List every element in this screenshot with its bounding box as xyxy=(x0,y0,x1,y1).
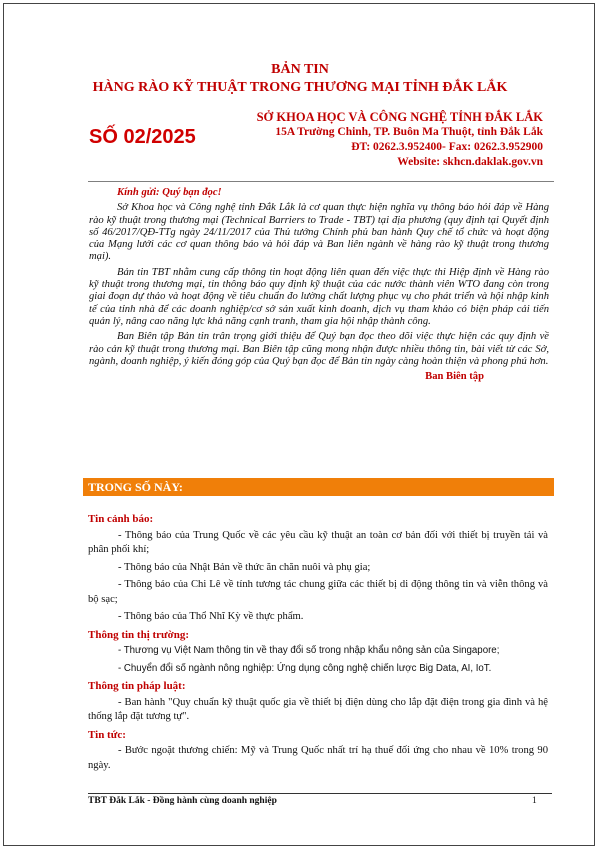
org-address: 15A Trường Chinh, TP. Buôn Ma Thuột, tỉnh Đắk Lắk xyxy=(275,126,543,138)
toc-item[interactable]: - Thương vụ Việt Nam thông tin về thay đổi số trong nhập khẩu nông sản của Singapore; xyxy=(118,645,500,656)
toc-section-title: Tin tức: xyxy=(88,728,126,741)
greeting: Kính gửi: Quý bạn đọc! xyxy=(117,187,222,198)
toc-heading-bar xyxy=(83,478,554,496)
toc-section-title: Thông tin pháp luật: xyxy=(88,680,186,692)
toc-section-title: Thông tin thị trường: xyxy=(88,628,190,641)
footer-divider xyxy=(88,793,552,794)
intro-paragraph: Ban Biên tập Bản tin trân trọng giới thiệu để Quý bạn đọc theo dõi việc thực hiện các quy định về rào cản kỹ thuật trong thương mại. Ban Biên tập cũng mong nhận được nhiều thông tin, bài viết từ các Sở, ngành, doanh nghiệp, ý kiến đóng góp của Quý bạn đọc để Bản tin ngày càng hoàn thiện và phong phú hơn. xyxy=(89,331,549,367)
toc-item[interactable]: - Bước ngoặt thương chiến: Mỹ và Trung Quốc nhất trí hạ thuế đối ứng cho nhau về 10% trong 90 ngày. xyxy=(88,745,548,771)
toc-item[interactable]: - Thông báo của Chi Lê về tính tương tác chung giữa các thiết bị di động thông tin và viễn thông và bộ sạc; xyxy=(88,579,548,605)
toc-item[interactable]: - Ban hành "Quy chuẩn kỹ thuật quốc gia về thiết bị điện dùng cho lắp đặt điện trong gia đình và hệ thống lắp đặt tương tự". xyxy=(88,696,548,722)
toc-item[interactable]: - Thông báo của Thổ Nhĩ Kỳ về thực phẩm. xyxy=(118,611,304,622)
newsletter-subtitle: HÀNG RÀO KỸ THUẬT TRONG THƯƠNG MẠI TỈNH ĐẮK LẮK xyxy=(92,80,508,95)
table-of-contents xyxy=(88,510,548,776)
toc-item[interactable]: - Chuyển đổi số ngành nông nghiệp: Ứng dụng công nghệ chiến lược Big Data, AI, IoT. xyxy=(118,662,492,674)
org-website[interactable]: Website: skhcn.daklak.gov.vn xyxy=(397,156,543,168)
org-phone-fax: ĐT: 0262.3.952400- Fax: 0262.3.952900 xyxy=(351,141,543,153)
intro-paragraph: Sở Khoa học và Công nghệ tỉnh Đắk Lắk là cơ quan thực hiện nghĩa vụ thông báo hỏi đáp về Hàng rào kỹ thuật trong thương mại (Technical Barriers to Trade - TBT) tại địa phương (quy định tại Quyết định số 46/2017/QĐ-TTg ngày 24/11/2017 của Thủ tướng Chính phủ ban hành Quy chế tổ chức và hoạt động của Mạng lưới các cơ quan thông báo và hỏi đáp và Ban liên ngành về hàng rào kỹ thuật trong thương mại). xyxy=(89,202,549,263)
toc-heading: TRONG SỐ NÀY: xyxy=(88,480,183,494)
intro-letter xyxy=(89,187,549,386)
org-name: SỞ KHOA HỌC VÀ CÔNG NGHỆ TỈNH ĐẮK LẮK xyxy=(256,110,543,124)
footer-tagline: TBT Đắk Lắk - Đồng hành cùng doanh nghiệp xyxy=(88,796,277,806)
toc-section-title: Tin cảnh báo: xyxy=(88,513,154,525)
signature: Ban Biên tập xyxy=(425,371,484,383)
intro-paragraph: Bản tin TBT nhằm cung cấp thông tin hoạt động liên quan đến việc thực thi Hiệp định về Hàng rào kỹ thuật trong thương mại, tin thông báo quy định kỹ thuật của các nước thành viên WTO đang còn trong giai đoạn dự thảo và hoạt động về tiêu chuẩn đo lường chất lượng phục vụ cho phát triển và hội nhập kinh tế của tỉnh nhà để các doanh nghiệp/cơ sở sản xuất kinh doanh, dịch vụ tham khảo có biện pháp cải tiến quản lý, nâng cao năng lực khả năng cạnh tranh, tham gia hội nhập thành công. xyxy=(89,266,549,327)
toc-item[interactable]: - Thông báo của Trung Quốc về các yêu cầu kỹ thuật an toàn cơ bản đối với thiết bị truyền tải và phân phối khí; xyxy=(88,529,548,555)
newsletter-title: BẢN TIN xyxy=(271,62,329,77)
issue-number: SỐ 02/2025 xyxy=(89,126,196,148)
org-block xyxy=(257,110,543,170)
header-divider xyxy=(88,181,554,182)
page-number: 1 xyxy=(532,796,537,806)
toc-item[interactable]: - Thông báo của Nhật Bản về thức ăn chăn nuôi và phụ gia; xyxy=(118,561,371,573)
